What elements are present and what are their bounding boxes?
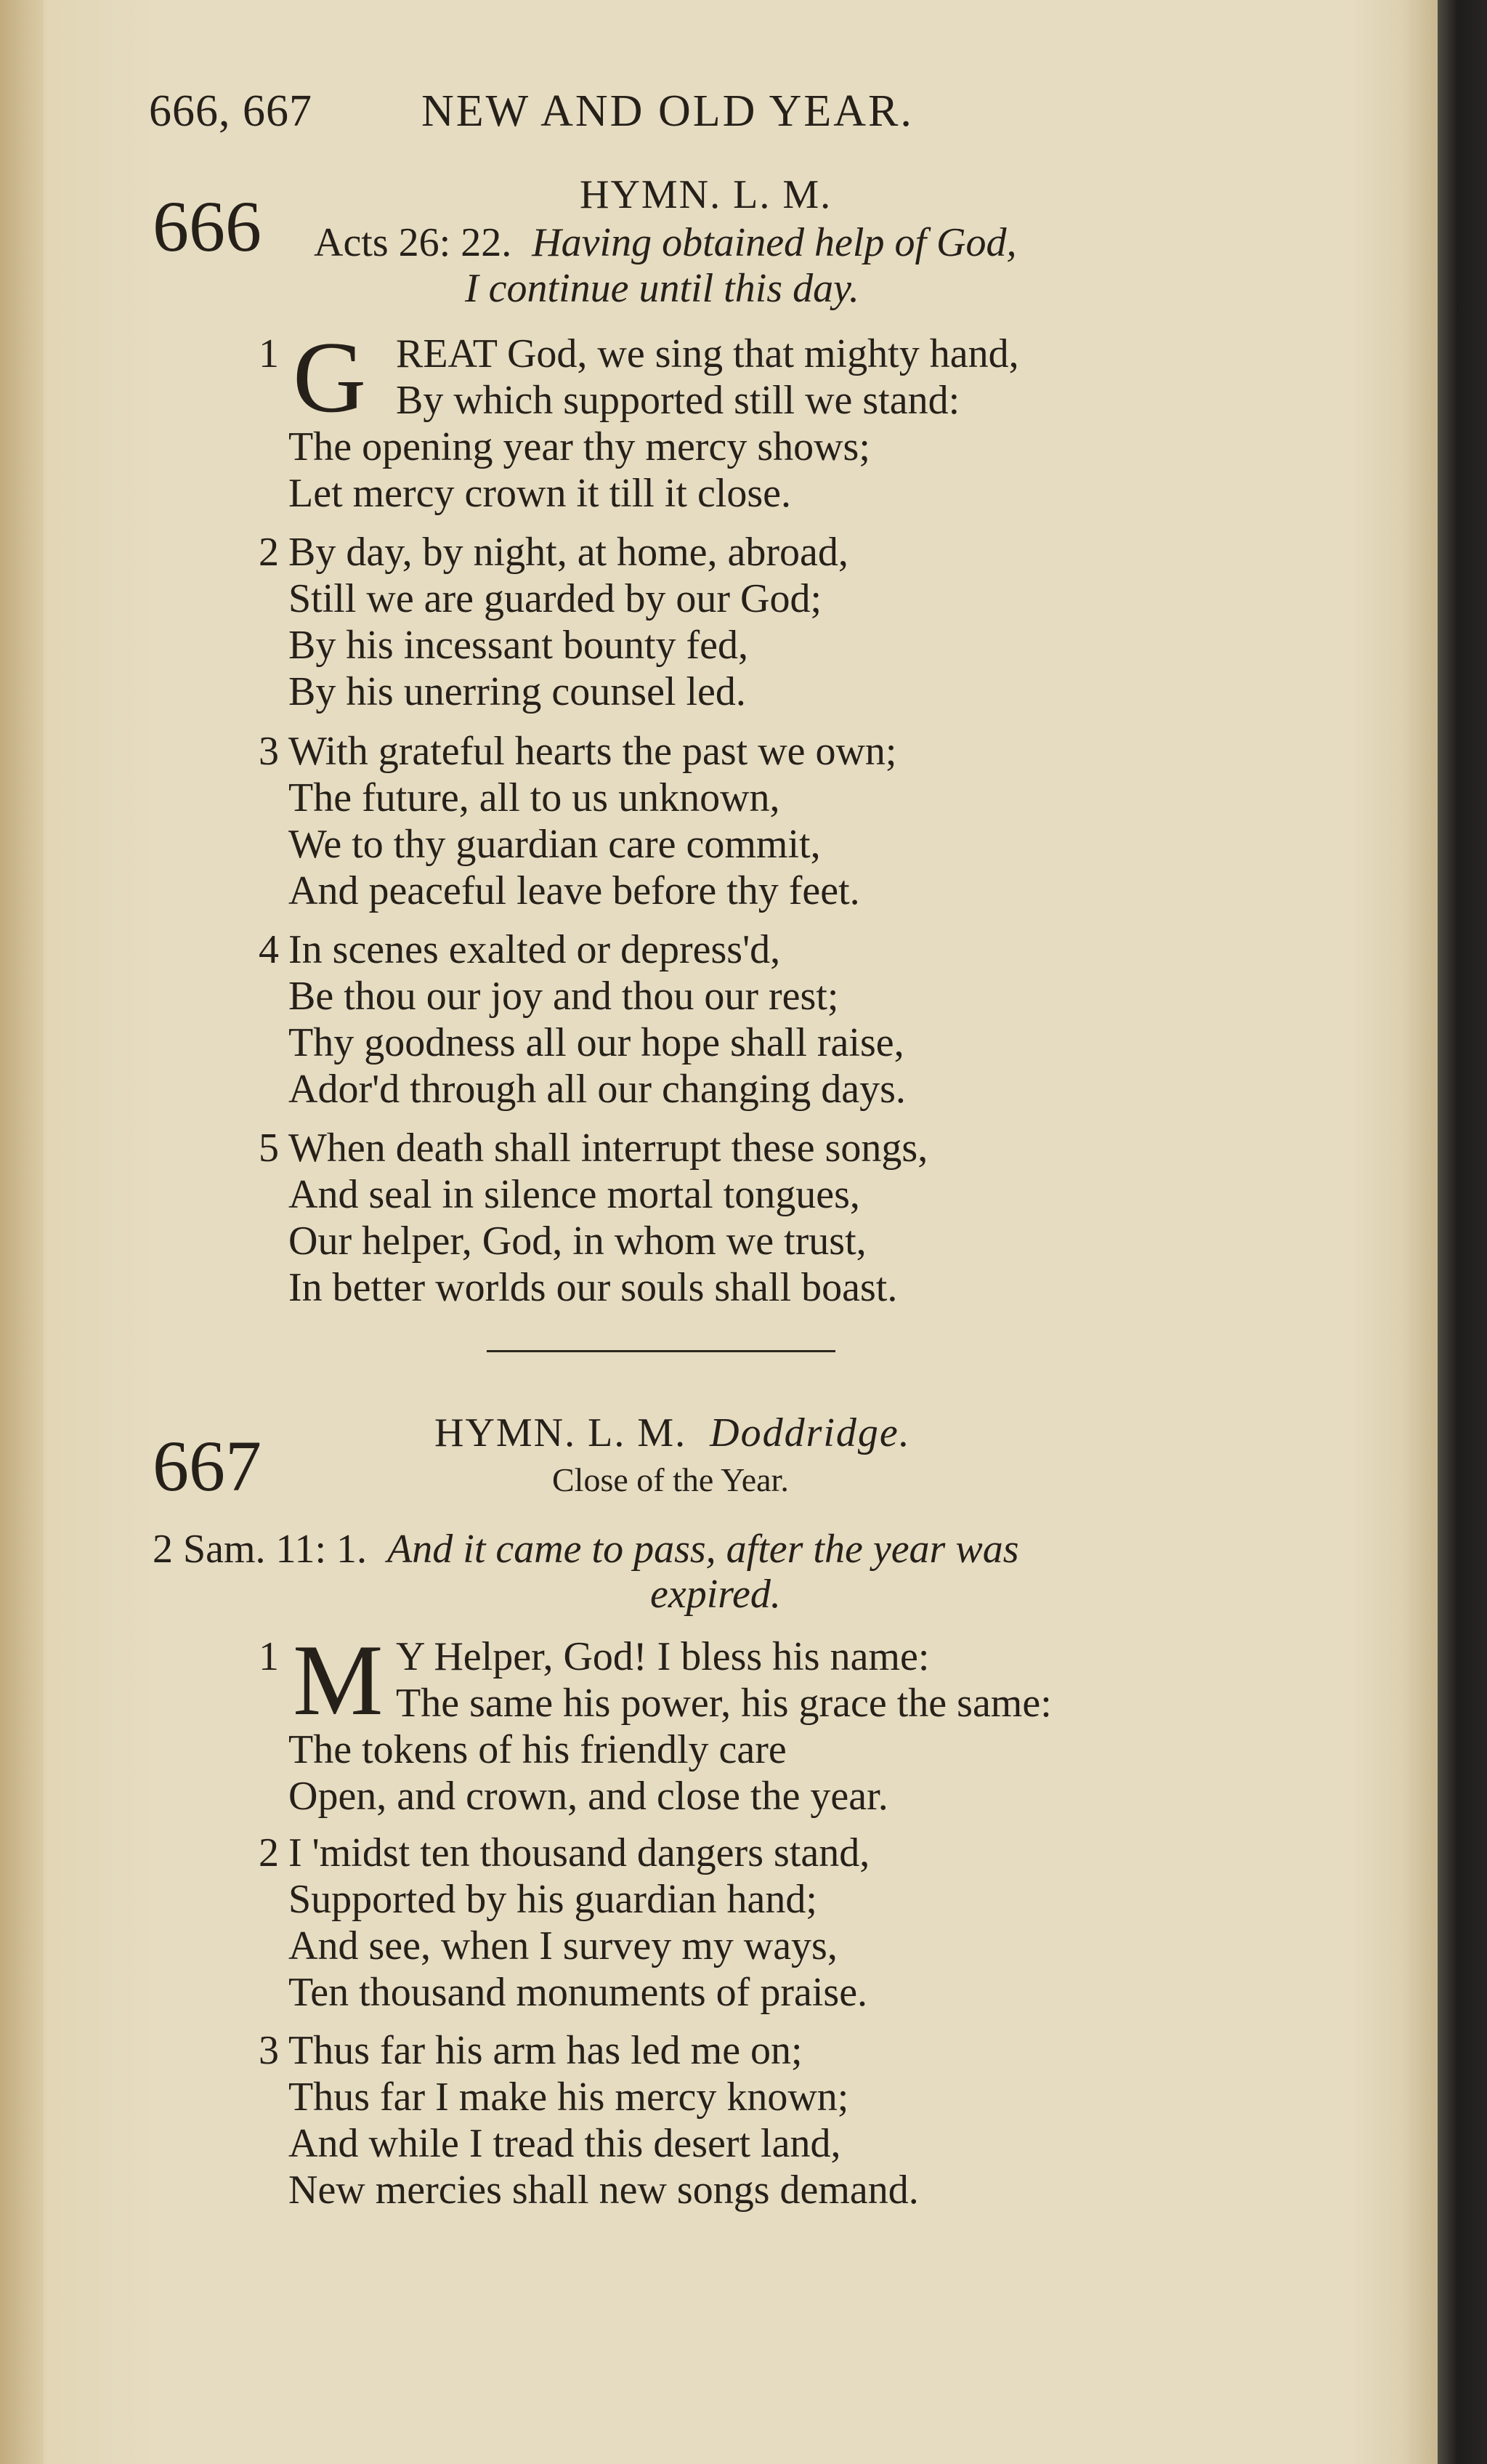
hymn-number: 666 [153,186,262,267]
verse-line: In scenes exalted or depress'd, [288,927,781,972]
verse-line: The same his power, his grace the same: [396,1681,1052,1726]
verse-line: And peaceful leave before thy feet. [288,868,860,913]
verse-line: Thy goodness all our hope shall raise, [288,1020,904,1065]
drop-cap: M [293,1624,384,1737]
verse-line: New mercies shall new songs demand. [288,2168,919,2213]
verse-number: 5 [259,1126,279,1171]
hymn-number: 667 [153,1426,262,1506]
verse-line: When death shall interrupt these songs, [288,1126,928,1171]
hymn-meta: HYMN. L. M. [434,1410,687,1455]
scripture-text-continued: I continue until this day. [465,266,859,311]
verse-line: In better worlds our souls shall boast. [288,1265,898,1310]
verse-line: Still we are guarded by our God; [288,576,822,621]
verse-line: REAT God, we sing that mighty hand, [396,331,1019,376]
verse-line: Supported by his guardian hand; [288,1877,817,1922]
header-title: NEW AND OLD YEAR. [421,86,914,136]
page-binding-edge [0,0,44,2464]
scripture-text: Having obtained help of God, [532,220,1017,265]
drop-cap: G [293,321,367,434]
scripture-line [314,219,1016,266]
verse-line: The tokens of his friendly care [288,1727,787,1772]
header-page-numbers: 666, 667 [149,86,312,136]
scripture-line [153,1526,1019,1572]
verse-line: And see, when I survey my ways, [288,1923,838,1968]
scripture-reference: 2 Sam. 11: 1. [153,1527,368,1572]
verse-line: Thus far his arm has led me on; [288,2028,803,2073]
book-spine [1438,0,1487,2464]
verse-line: By his unerring counsel led. [288,669,746,714]
section-divider [487,1350,835,1352]
verse-line: By day, by night, at home, abroad, [288,530,848,575]
hymn-subtitle: Close of the Year. [552,1461,789,1498]
verse-number: 1 [259,331,279,376]
verse-line: The future, all to us unknown, [288,775,780,820]
verse-line: Be thou our joy and thou our rest; [288,974,839,1019]
verse-line: Y Helper, God! I bless his name: [396,1634,930,1679]
verse-line: With grateful hearts the past we own; [288,729,897,774]
verse-line: Open, and crown, and close the year. [288,1774,888,1819]
hymn-meta-line [434,1410,911,1456]
verse-line: By his incessant bounty fed, [288,623,749,668]
verse-line: Ador'd through all our changing days. [288,1067,906,1112]
verse-number: 2 [259,530,279,575]
scripture-text-continued: expired. [650,1572,781,1617]
scripture-reference: Acts 26: 22. [314,220,512,265]
scripture-text: And it came to pass, after the year was [387,1527,1019,1572]
verse-line: The opening year thy mercy shows; [288,424,870,469]
verse-line: I 'midst ten thousand dangers stand, [288,1830,870,1875]
verse-number: 4 [259,927,279,972]
hymn-author: Doddridge. [710,1410,911,1455]
verse-number: 1 [259,1634,279,1679]
verse-line: By which supported still we stand: [396,378,960,423]
verse-line: Ten thousand monuments of praise. [288,1970,868,2015]
hymn-meta: HYMN. L. M. [580,172,832,217]
verse-line: We to thy guardian care commit, [288,822,821,867]
verse-line: And while I tread this desert land, [288,2121,841,2166]
verse-number: 3 [259,729,279,774]
verse-number: 2 [259,1830,279,1875]
verse-line: Thus far I make his mercy known; [288,2075,849,2120]
running-header [149,86,914,137]
verse-line: And seal in silence mortal tongues, [288,1172,860,1217]
verse-number: 3 [259,2028,279,2073]
verse-line: Let mercy crown it till it close. [288,471,792,516]
verse-line: Our helper, God, in whom we trust, [288,1219,867,1264]
